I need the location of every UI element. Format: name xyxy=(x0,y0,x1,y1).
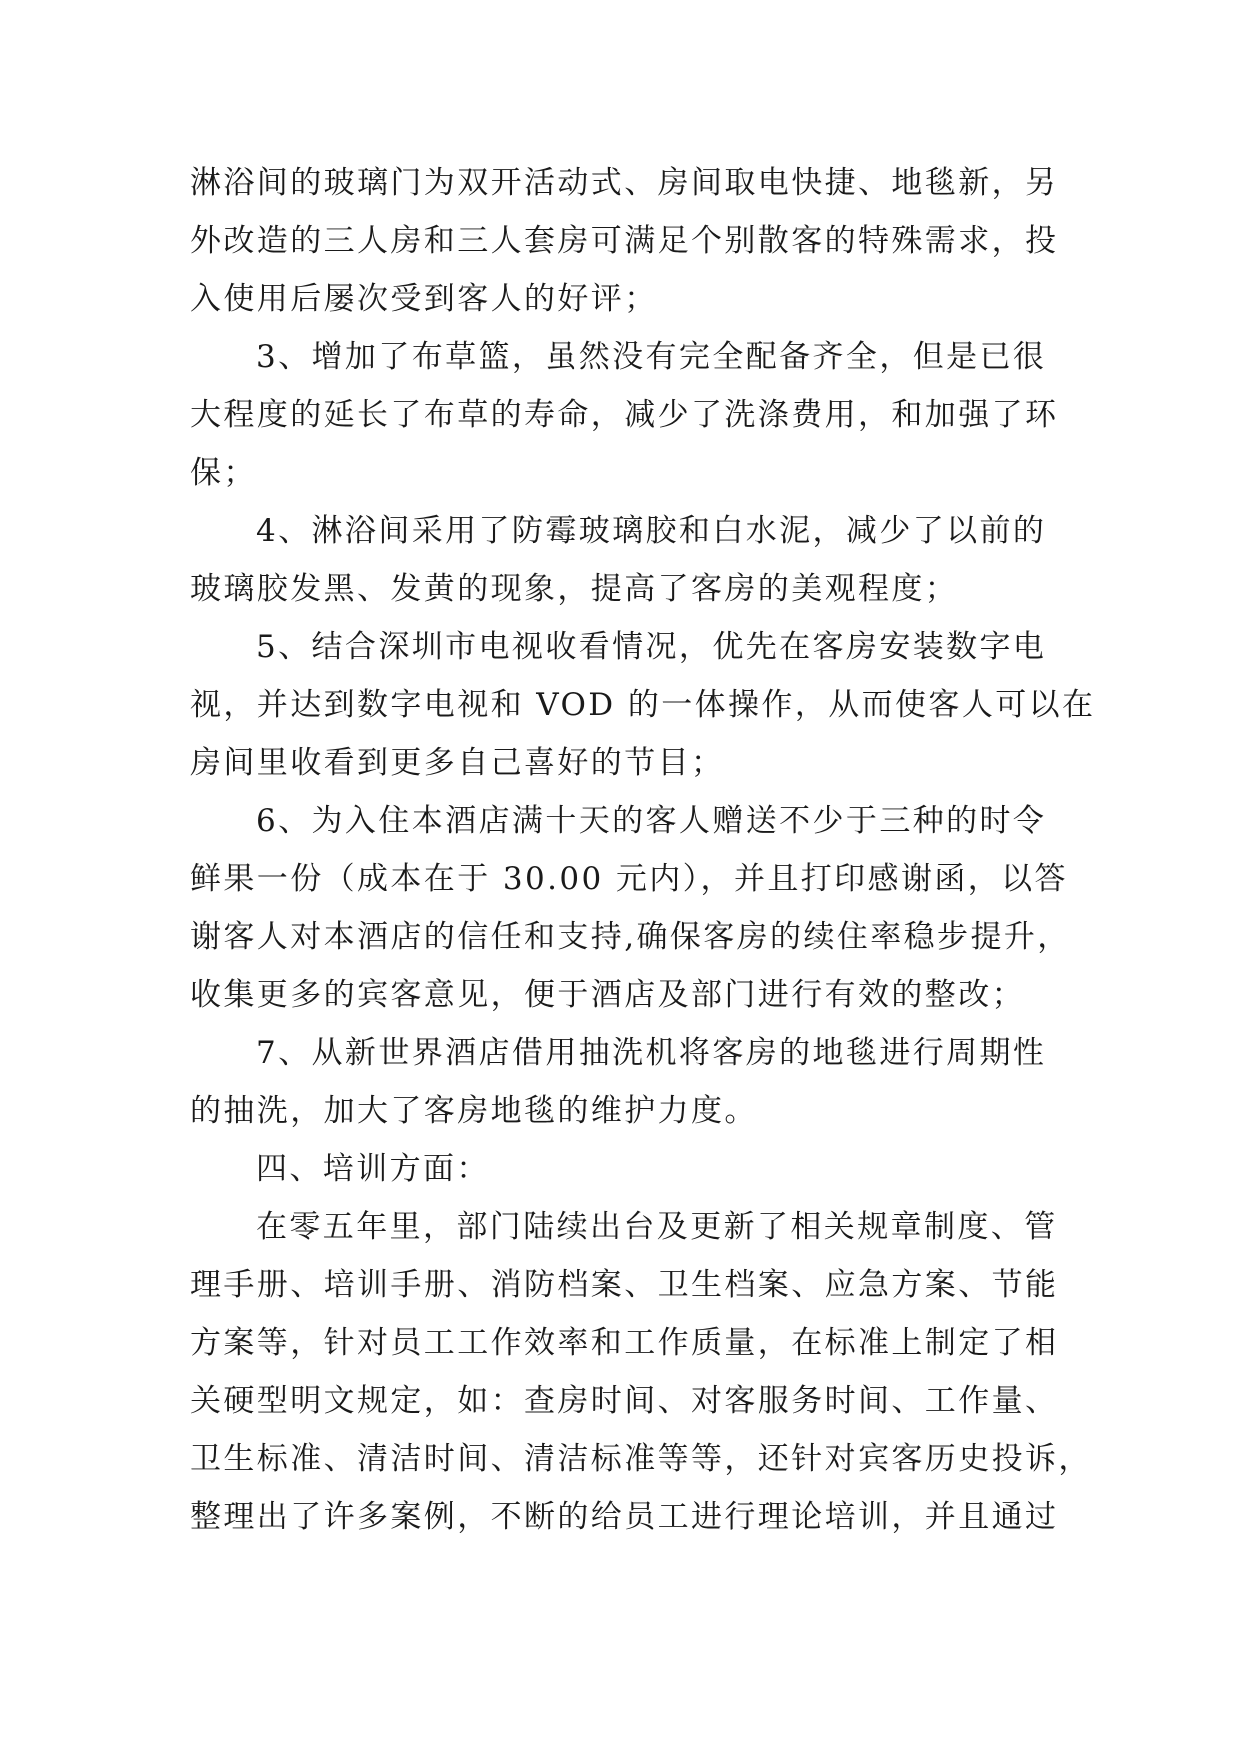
text-line: 关硬型明文规定，如：查房时间、对客服务时间、工作量、 xyxy=(190,1383,1059,1419)
text-line: 入使用后屡次受到客人的好评； xyxy=(190,281,658,317)
text-line: 收集更多的宾客意见，便于酒店及部门进行有效的整改； xyxy=(190,977,1025,1013)
text-line: 保； xyxy=(190,455,257,491)
document-body xyxy=(190,154,1096,1546)
text-line: 4、淋浴间采用了防霉玻璃胶和白水泥，减少了以前的 xyxy=(256,513,1047,549)
text-line: 理手册、培训手册、消防档案、卫生档案、应急方案、节能 xyxy=(190,1267,1059,1303)
text-line: 在零五年里，部门陆续出台及更新了相关规章制度、管 xyxy=(256,1209,1058,1245)
section-heading: 四、培训方面： xyxy=(256,1151,490,1187)
text-line: 视，并达到数字电视和 VOD 的一体操作，从而使客人可以在 xyxy=(190,687,1096,723)
text-line: 5、结合深圳市电视收看情况，优先在客房安装数字电 xyxy=(256,629,1047,665)
text-line: 鲜果一份（成本在于 30.00 元内），并且打印感谢函，以答 xyxy=(190,861,1068,897)
text-line: 7、从新世界酒店借用抽洗机将客房的地毯进行周期性 xyxy=(256,1035,1047,1071)
text-line: 房间里收看到更多自己喜好的节目； xyxy=(190,745,725,781)
text-line: 整理出了许多案例，不断的给员工进行理论培训，并且通过 xyxy=(190,1499,1059,1535)
text-line: 大程度的延长了布草的寿命，减少了洗涤费用，和加强了环 xyxy=(190,397,1059,433)
text-line: 外改造的三人房和三人套房可满足个别散客的特殊需求，投 xyxy=(190,223,1059,259)
text-line: 3、增加了布草篮，虽然没有完全配备齐全，但是已很 xyxy=(256,339,1047,375)
text-line: 淋浴间的玻璃门为双开活动式、房间取电快捷、地毯新，另 xyxy=(190,165,1059,201)
text-line: 6、为入住本酒店满十天的客人赠送不少于三种的时令 xyxy=(256,803,1047,839)
text-line: 谢客人对本酒店的信任和支持,确保客房的续住率稳步提升， xyxy=(190,919,1071,955)
text-line: 方案等，针对员工工作效率和工作质量，在标准上制定了相 xyxy=(190,1325,1059,1361)
text-line: 卫生标准、清洁时间、清洁标准等等，还针对宾客历史投诉， xyxy=(190,1441,1092,1477)
text-line: 的抽洗，加大了客房地毯的维护力度。 xyxy=(190,1093,758,1129)
text-line: 玻璃胶发黑、发黄的现象，提高了客房的美观程度； xyxy=(190,571,959,607)
